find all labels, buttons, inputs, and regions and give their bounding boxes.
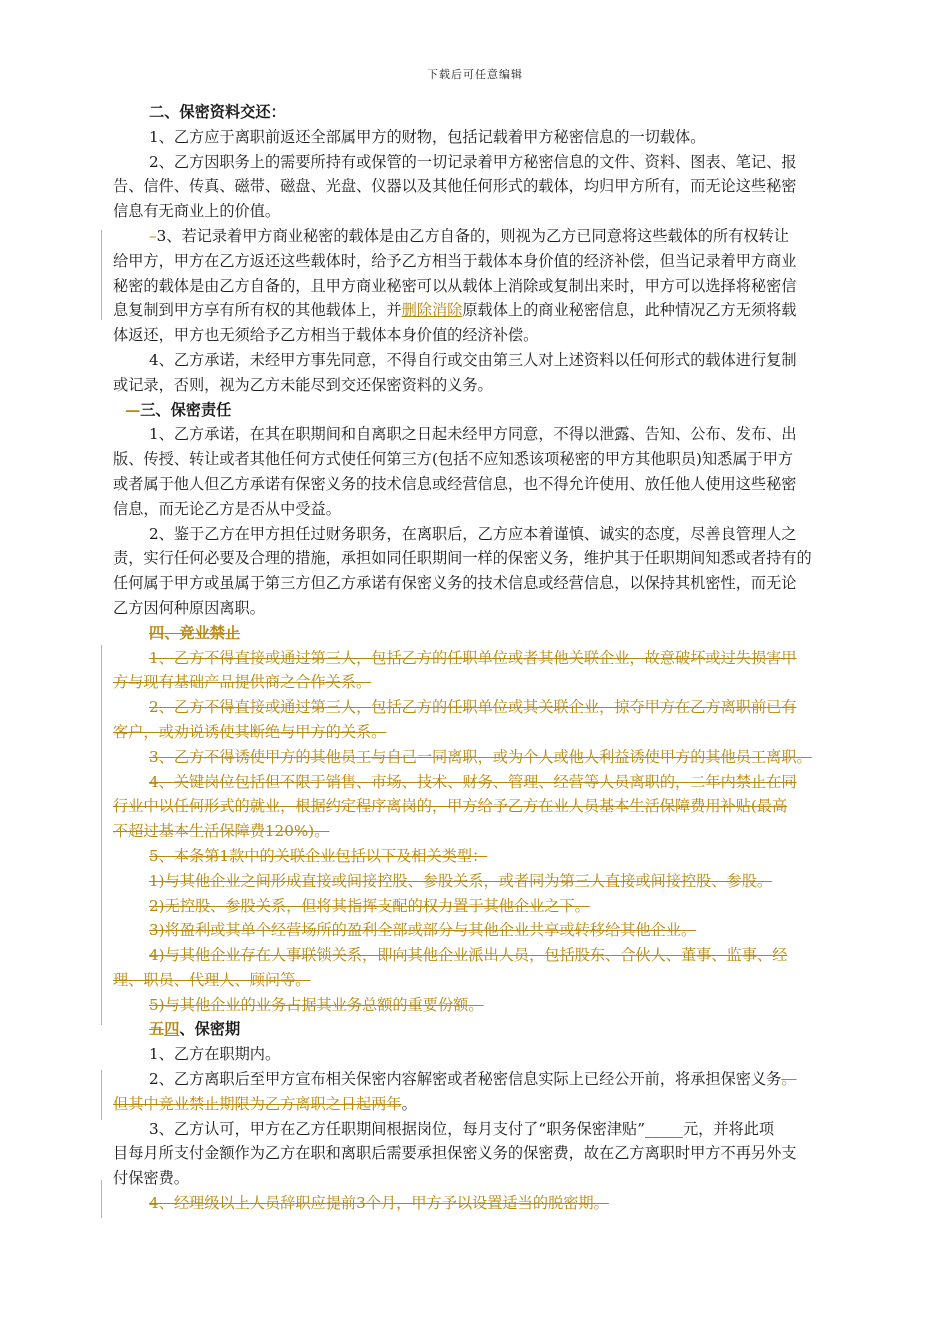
document-body	[113, 100, 865, 1216]
paragraph-line: 息复制到甲方享有所有权的其他载体上，并删除消除原载体上的商业秘密信息，此种情况乙方无须将载	[113, 301, 797, 320]
change-bar	[101, 230, 102, 320]
blank-field: _____	[645, 1119, 683, 1138]
paragraph-line: 版、传授、转让或者其他任何方式使任何第三方(包括不应知悉该项秘密的甲方其他职员)知悉属于甲方	[113, 450, 794, 469]
paragraph: 3、乙方认可，甲方在乙方任职期间根据岗位，每月支付了“职务保密津贴”_____元，并将此项	[149, 1119, 775, 1138]
page-header: 下载后可任意编辑	[427, 68, 523, 81]
deleted-paragraph: 1、乙方不得直接或通过第三人，包括乙方的任职单位或者其他关联企业，故意破坏或过失损害甲	[149, 648, 797, 667]
deleted-paragraph-line: 不超过基本生活保障费120%)。	[113, 822, 330, 841]
deleted-paragraph: 3、乙方不得诱使甲方的其他员工与自己一同离职，或为个人或他人利益诱使甲方的其他员工离职。	[149, 747, 812, 766]
paragraph-line: 或记录，否则，视为乙方未能尽到交还保密资料的义务。	[113, 375, 493, 394]
paragraph-line: 或者属于他人但乙方承诺有保密义务的技术信息或经营信息，也不得允许使用、放任他人使用这些秘密	[113, 474, 797, 493]
paragraph-line: 体返还，甲方也无须给予乙方相当于载体本身价值的经济补偿。	[113, 326, 539, 345]
paragraph-line: 任何属于甲方或虽属于第三方但乙方承诺有保密义务的技术信息或经营信息，以保持其机密性，而无论	[113, 574, 797, 593]
paragraph-line: 信息有无商业上的价值。	[113, 202, 281, 221]
deleted-paragraph: 4、关键岗位包括但不限于销售、市场、技术、财务、管理、经营等人员离职的，二年内禁止在同	[149, 772, 797, 791]
inserted-text: 删除消除	[401, 301, 463, 320]
paragraph-line: 责，实行任何必要及合理的措施，承担如同任职期间一样的保密义务，维护其于任职期间知悉或者持有的	[113, 549, 812, 568]
deleted-list-item: 1)与其他企业之间形成直接或间接控股、参股关系，或者同为第三人直接或间接控股、参股。	[149, 871, 773, 890]
deleted-paragraph-line: 客户，或劝说诱使其断绝与甲方的关系。	[113, 722, 387, 741]
deleted-list-item-line: 理、职员、代理人、顾问等。	[113, 970, 311, 989]
paragraph-line: 给甲方，甲方在乙方返还这些载体时，给予乙方相当于载体本身价值的经济补偿，但当记录着甲方商业	[113, 251, 797, 270]
deleted-paragraph: 4、经理级以上人员辞职应提前3个月，甲方予以设置适当的脱密期。	[149, 1194, 609, 1213]
paragraph: 1、乙方在职期内。	[149, 1045, 281, 1064]
deleted-list-item: 2)无控股、参股关系，但将其指挥支配的权力置于其他企业之下。	[149, 896, 590, 915]
paragraph-line: 但其中竞业禁止期限为乙方离职之日起两年。	[113, 1094, 417, 1113]
change-bar	[101, 1070, 102, 1120]
deleted-paragraph-line: 行业中以任何形式的就业，根据约定程序离岗的，甲方给予乙方在业人员基本生活保障费用补贴(最高	[113, 797, 788, 816]
deleted-list-item: 5)与其他企业的业务占据其业务总额的重要份额。	[149, 995, 484, 1014]
deleted-mark: —	[125, 400, 141, 419]
deleted-section-heading: 四、竞业禁止	[149, 623, 241, 642]
section-heading: 二、保密资料交还：	[149, 103, 286, 121]
deleted-text: 五	[149, 1020, 165, 1039]
paragraph-line: 乙方因何种原因离职。	[113, 598, 265, 617]
paragraph: 4、乙方承诺，未经甲方事先同意，不得自行或交由第三人对上述资料以任何形式的载体进行复制	[149, 350, 797, 369]
deleted-paragraph-line: 方与现有基础产品提供商之合作关系。	[113, 673, 372, 692]
deleted-text: 。	[781, 1070, 797, 1089]
change-bar	[101, 1180, 102, 1218]
paragraph: 2、乙方因职务上的需要所持有或保管的一切记录着甲方秘密信息的文件、资料、图表、笔记、报	[149, 152, 797, 171]
deleted-list-item: 4)与其他企业存在人事联锁关系，即向其他企业派出人员，包括股东、合伙人、董事、监事、经	[149, 946, 788, 965]
paragraph: 1、乙方应于离职前返还全部属甲方的财物，包括记载着甲方秘密信息的一切载体。	[149, 127, 706, 146]
paragraph: 2、鉴于乙方在甲方担任过财务职务，在离职后，乙方应本着谨慎、诚实的态度，尽善良管理人之	[149, 524, 797, 543]
section-heading: 五四、保密期	[149, 1020, 241, 1039]
paragraph-line: 告、信件、传真、磁带、磁盘、光盘、仪器以及其他任何形式的载体，均归甲方所有，而无论这些秘密	[113, 177, 797, 196]
inserted-text: 四	[164, 1020, 180, 1039]
change-bar	[101, 645, 102, 1025]
deleted-text: 但其中竞业禁止期限为乙方离职之日起两年	[113, 1094, 402, 1113]
paragraph-line: 信息，而无论乙方是否从中受益。	[113, 499, 341, 518]
paragraph-line: 付保密费。	[113, 1169, 189, 1188]
section-heading: —三、保密责任	[125, 400, 232, 419]
paragraph-line: 目每月所支付金额作为乙方在职和离职后需要承担保密义务的保密费，故在乙方离职时甲方不再另外支	[113, 1144, 797, 1163]
deleted-mark: –	[149, 226, 157, 245]
deleted-list-item: 3)将盈利或其单个经营场所的盈利全部或部分与其他企业共享或转移给其他企业。	[149, 921, 697, 940]
paragraph: 2、乙方离职后至甲方宣布相关保密内容解密或者秘密信息实际上已经公开前，将承担保密义务。	[149, 1070, 797, 1089]
deleted-paragraph: 5、本条第1款中的关联企业包括以下及相关类型：	[149, 846, 488, 865]
deleted-paragraph: 2、乙方不得直接或通过第三人，包括乙方的任职单位或其关联企业，掠夺甲方在乙方离职前已有	[149, 698, 797, 717]
paragraph: –3、若记录着甲方商业秘密的载体是由乙方自备的，则视为乙方已同意将这些载体的所有权转让	[149, 226, 789, 245]
paragraph-line: 秘密的载体是由乙方自备的，且甲方商业秘密可以从载体上消除或复制出来时，甲方可以选择将秘密信	[113, 276, 797, 295]
paragraph: 1、乙方承诺，在其在职期间和自离职之日起未经甲方同意，不得以泄露、告知、公布、发布、出	[149, 425, 797, 444]
